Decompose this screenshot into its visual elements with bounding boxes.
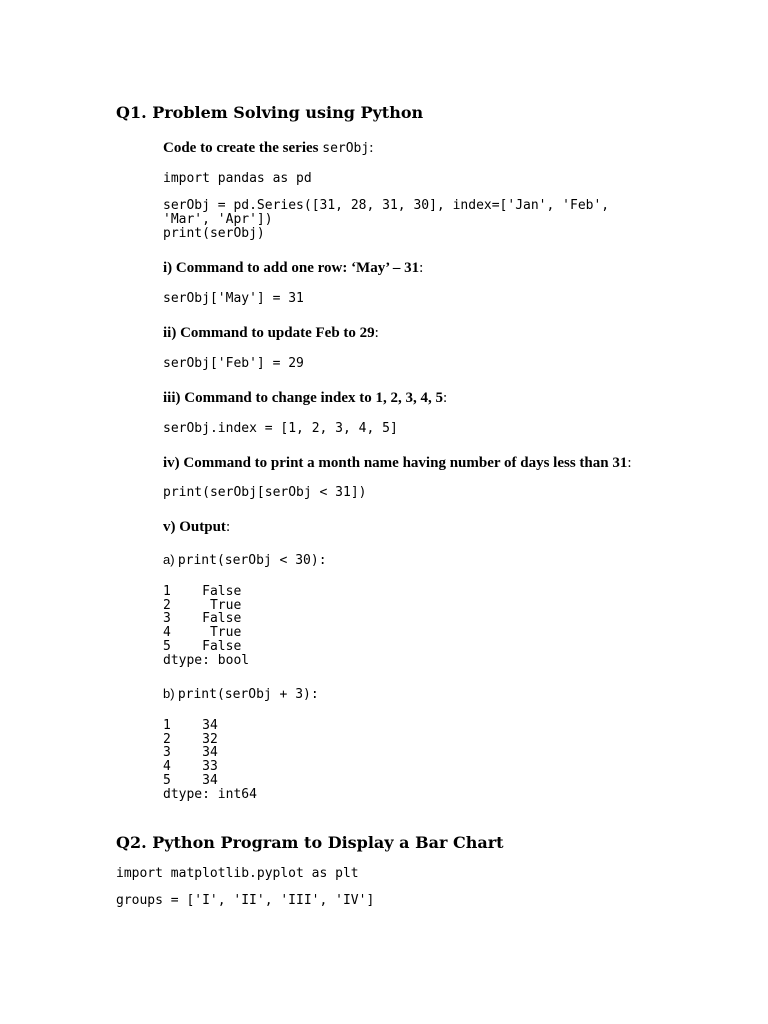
output-heading-text: v) Output	[163, 519, 226, 535]
colon: :	[443, 390, 448, 406]
change-index-heading-text: iii) Command to change index to 1, 2, 3, 4, 5	[163, 390, 444, 406]
output-b-result: 1 34 2 32 3 34 4 33 5 34 dtype: int64	[163, 718, 257, 802]
add-row-heading-text: i) Command to add one row: ‘May’ – 31	[163, 260, 420, 276]
update-feb-code: serObj['Feb'] = 29	[163, 356, 304, 371]
colon: :	[419, 260, 424, 276]
output-a-marker: a)	[163, 552, 175, 567]
series-name: serObj	[322, 141, 370, 156]
output-a-result: 1 False 2 True 3 False 4 True 5 False dtype: bool	[163, 584, 250, 668]
q1-title: Q1. Problem Solving using Python	[116, 103, 424, 122]
print-month-heading	[163, 454, 632, 472]
change-index-code: serObj.index = [1, 2, 3, 4, 5]	[163, 421, 398, 436]
create-series-heading-text: Code to create the series	[163, 140, 319, 156]
colon: :	[627, 455, 632, 471]
update-feb-heading	[163, 324, 379, 342]
output-a-command: print(serObj < 30):	[177, 553, 327, 568]
add-row-heading	[163, 259, 423, 277]
output-heading	[163, 518, 230, 536]
add-row-code: serObj['May'] = 31	[163, 291, 304, 306]
output-a-label	[163, 552, 327, 569]
q2-title: Q2. Python Program to Display a Bar Chart	[116, 833, 504, 852]
output-b-label	[163, 686, 319, 703]
colon: :	[369, 140, 374, 156]
change-index-heading	[163, 389, 447, 407]
q2-code: import matplotlib.pyplot as plt groups = ['I', 'II', 'III', 'IV']	[116, 866, 375, 909]
print-month-code: print(serObj[serObj < 31])	[163, 485, 367, 500]
colon: :	[374, 325, 379, 341]
print-month-heading-text: iv) Command to print a month name having number of days less than 31	[163, 455, 628, 471]
output-b-marker: b)	[163, 686, 175, 701]
create-series-heading	[163, 139, 373, 158]
colon: :	[225, 519, 231, 535]
create-series-code: import pandas as pd serObj = pd.Series([31, 28, 31, 30], index=['Jan', 'Feb', 'Mar', 'Apr']) print(serObj)	[163, 171, 610, 241]
update-feb-heading-text: ii) Command to update Feb to 29	[163, 325, 375, 341]
output-b-command: print(serObj + 3):	[177, 687, 319, 702]
